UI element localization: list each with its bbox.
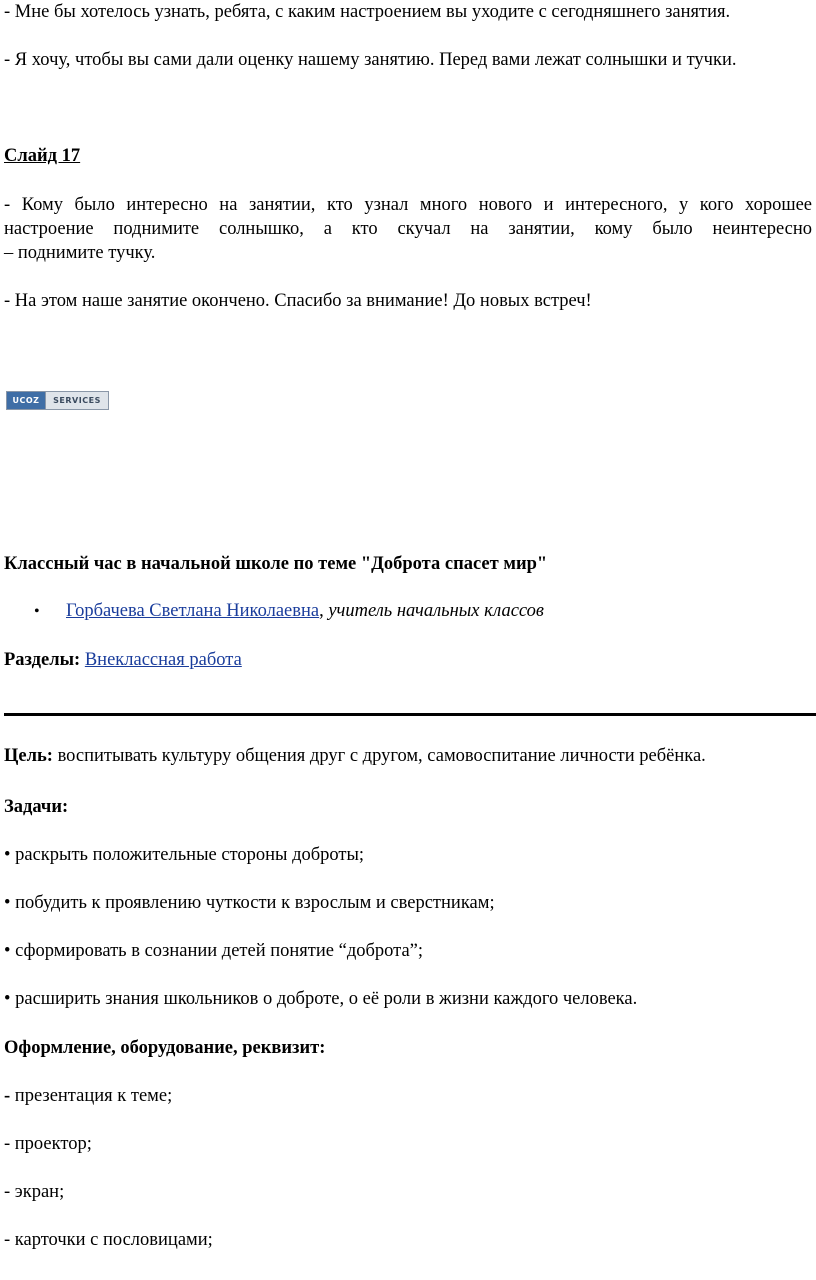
equipment-label: Оформление, оборудование, реквизит: bbox=[4, 1038, 326, 1058]
tasks-label: Задачи: bbox=[4, 797, 69, 817]
bullet-icon: • bbox=[34, 603, 40, 620]
ucoz-services-badge[interactable] bbox=[6, 391, 109, 410]
task-item: • расширить знания школьников о доброте, о её роли в жизни каждого человека. bbox=[4, 989, 638, 1009]
horizontal-divider bbox=[4, 713, 816, 716]
sections-line bbox=[4, 650, 242, 671]
equipment-item: - экран; bbox=[4, 1182, 65, 1202]
intro-line-2: - Я хочу, чтобы вы сами дали оценку нашему занятию. Перед вами лежат солнышки и тучки. bbox=[4, 50, 737, 70]
article-title: Классный час в начальной школе по теме "Доброта спасет мир" bbox=[4, 554, 548, 574]
goal-line bbox=[4, 746, 706, 767]
equipment-dash: - bbox=[4, 1086, 11, 1106]
author-separator: , bbox=[319, 601, 324, 621]
sections-link[interactable]: Внеклассная работа bbox=[84, 650, 242, 670]
badge-ucoz-label: UCOZ bbox=[7, 392, 46, 409]
task-item: • сформировать в сознании детей понятие “доброта”; bbox=[4, 941, 424, 961]
sections-label: Разделы: bbox=[4, 650, 81, 670]
task-item: • раскрыть положительные стороны доброты; bbox=[4, 845, 365, 865]
equipment-item: - проектор; bbox=[4, 1134, 92, 1154]
goal-text: воспитывать культуру общения друг с другом, самовоспитание личности ребёнка. bbox=[52, 746, 706, 766]
slide-paragraph-line-3: – поднимите тучку. bbox=[4, 243, 156, 263]
slide-paragraph-line-2: настроение поднимите солнышко, а кто скучал на занятии, кому было неинтересно bbox=[4, 219, 812, 239]
goal-label: Цель: bbox=[4, 746, 53, 766]
equipment-item: - карточки с пословицами; bbox=[4, 1230, 213, 1250]
author-link[interactable]: Горбачева Светлана Николаевна bbox=[66, 601, 320, 621]
task-item: • побудить к проявлению чуткости к взрослым и сверстникам; bbox=[4, 893, 495, 913]
author-role: учитель начальных классов bbox=[323, 601, 544, 621]
slide-heading: Слайд 17 bbox=[4, 146, 81, 166]
slide-paragraph-line-1: - Кому было интересно на занятии, кто узнал много нового и интересного, у кого хорошее bbox=[4, 195, 812, 215]
equipment-item bbox=[4, 1086, 172, 1107]
equipment-text: презентация к теме; bbox=[10, 1086, 173, 1106]
intro-line-1: - Мне бы хотелось узнать, ребята, с каким настроением вы уходите с сегодняшнего занятия. bbox=[4, 2, 731, 22]
author-line bbox=[66, 601, 544, 622]
badge-services-label: SERVICES bbox=[53, 396, 101, 405]
closing-line: - На этом наше занятие окончено. Спасибо за внимание! До новых встреч! bbox=[4, 291, 592, 311]
